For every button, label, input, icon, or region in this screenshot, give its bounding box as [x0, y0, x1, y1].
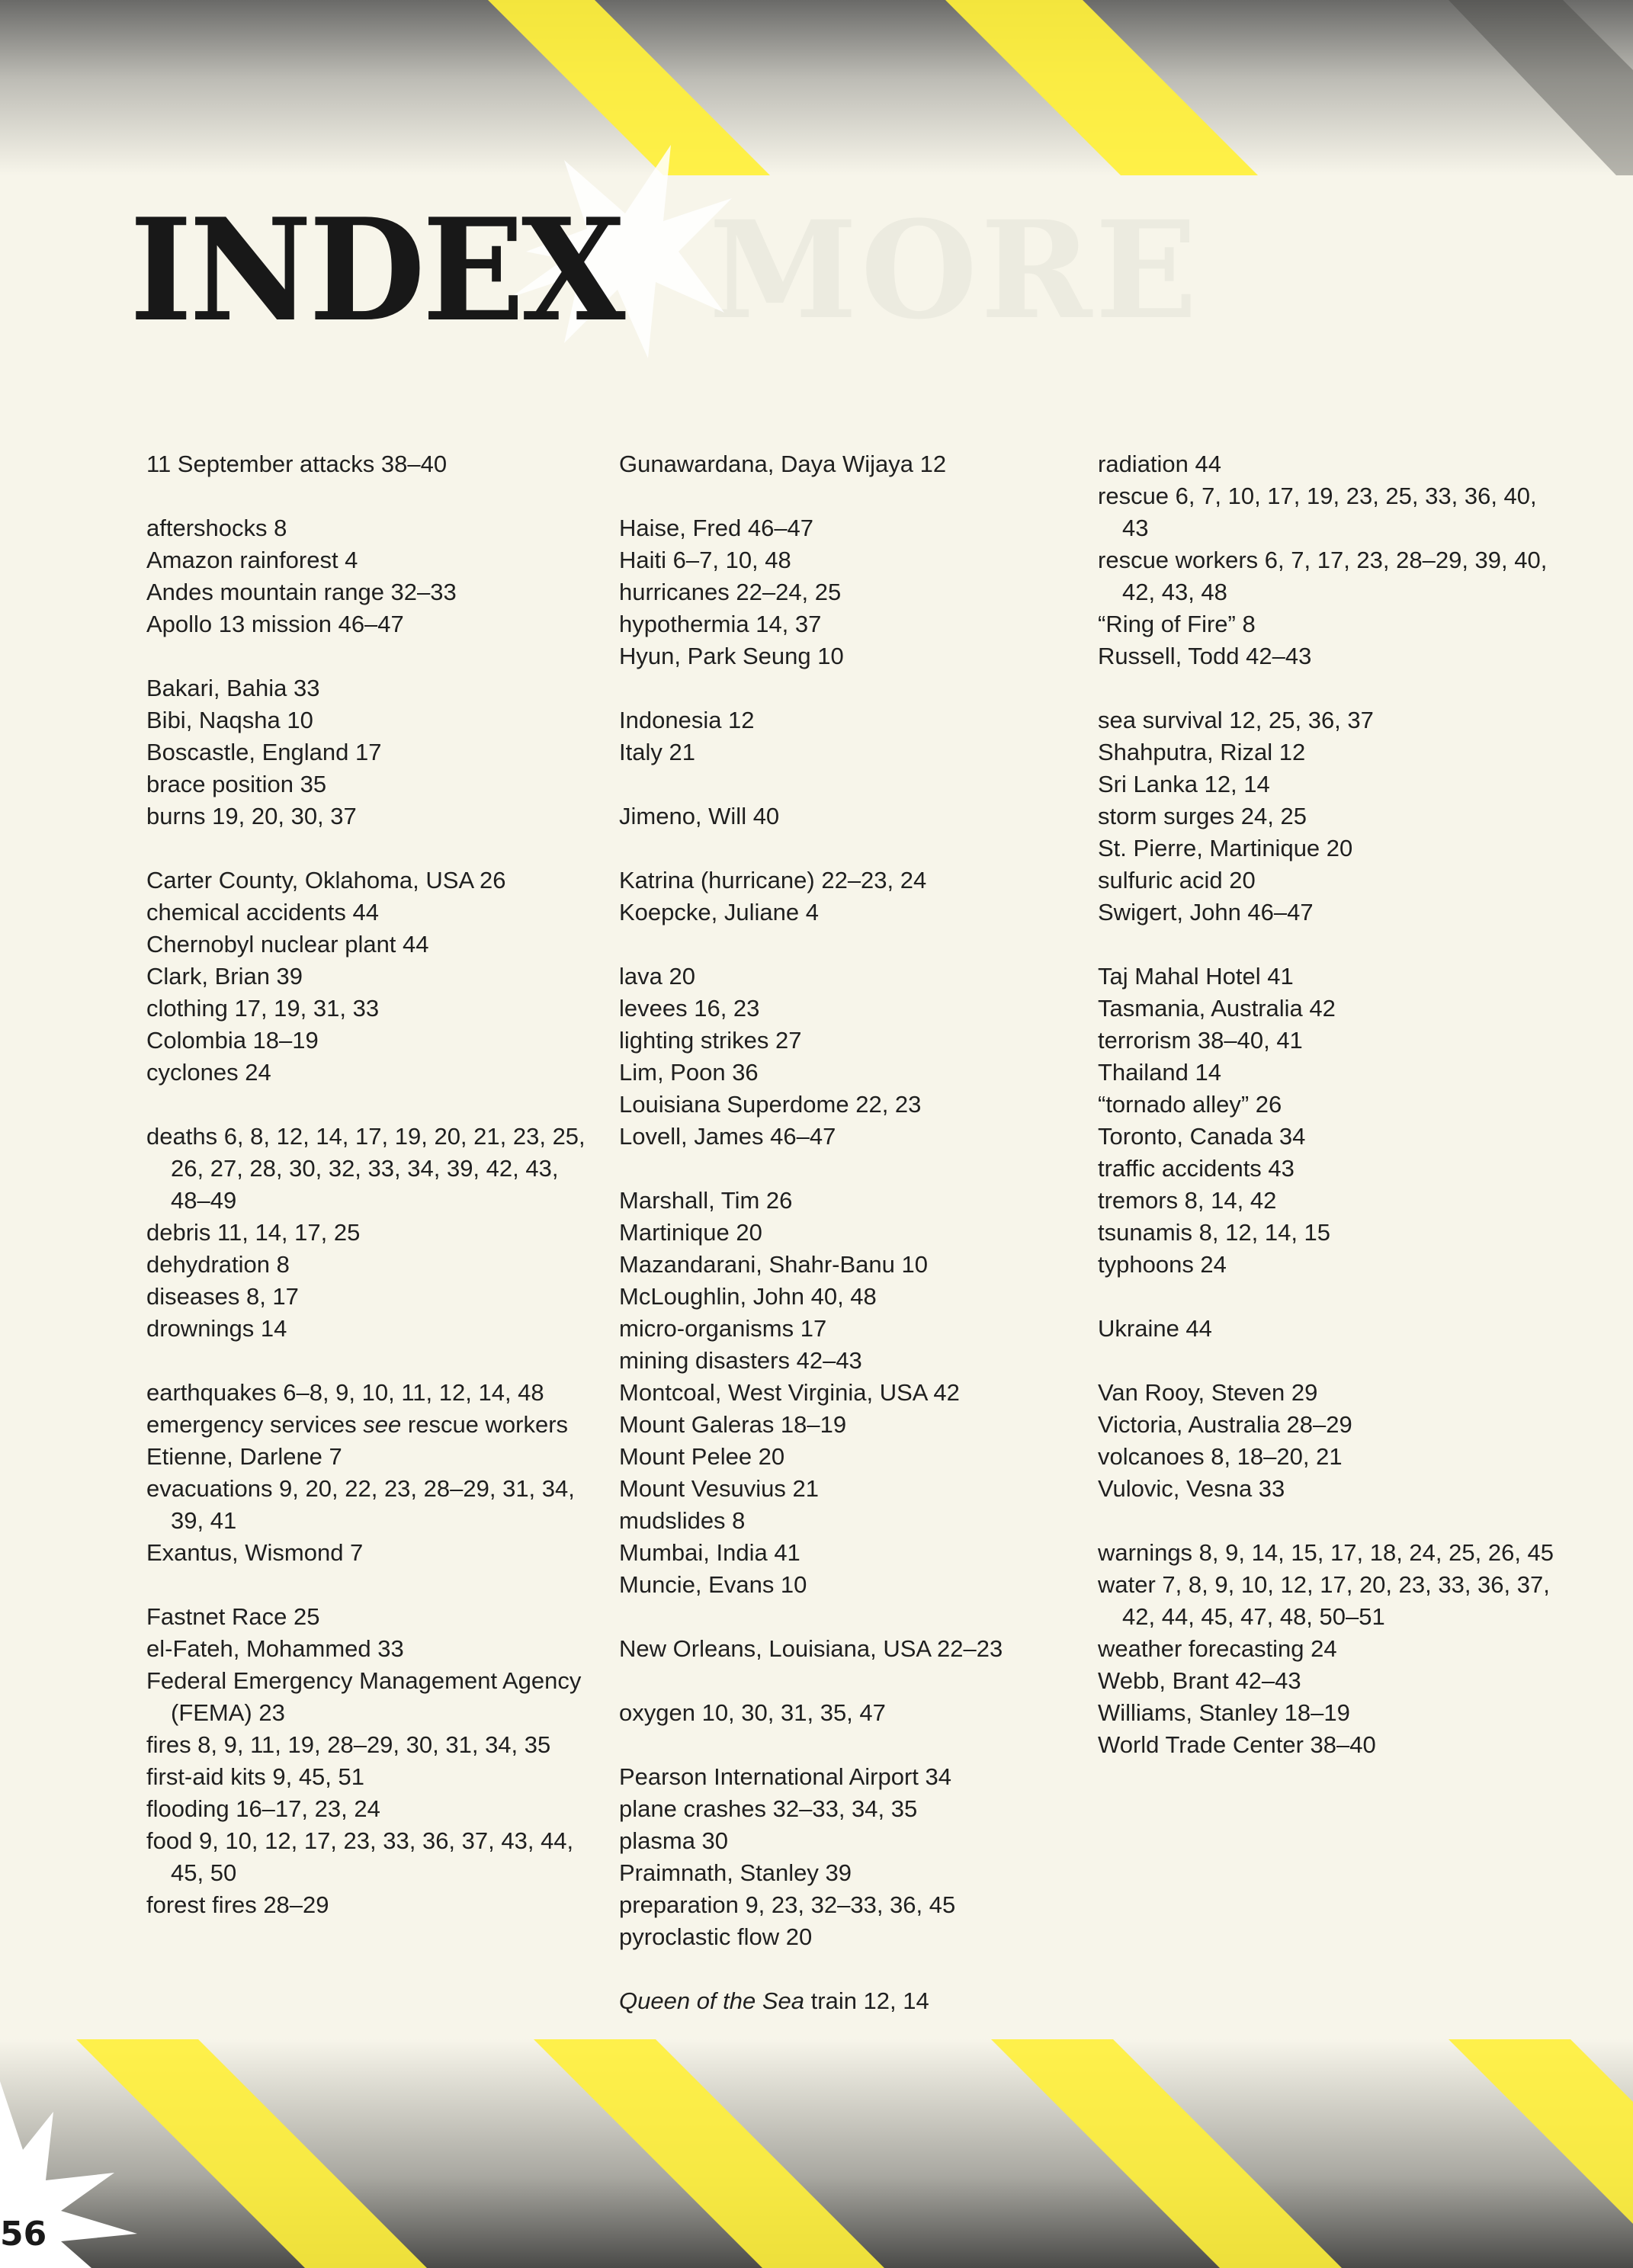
- index-entry: rescue 6, 7, 10, 17, 19, 23, 25, 33, 36, 40, 43: [1098, 483, 1537, 541]
- index-entry: World Trade Center 38–40: [1098, 1731, 1376, 1758]
- index-entry: earthquakes 6–8, 9, 10, 11, 12, 14, 48: [146, 1379, 544, 1406]
- index-letter-group: [146, 1377, 604, 1569]
- index-entry: Mumbai, India 41: [619, 1539, 800, 1566]
- index-entry: McLoughlin, John 40, 48: [619, 1283, 877, 1310]
- index-entry: oxygen 10, 30, 31, 35, 47: [619, 1699, 886, 1726]
- page-number: 56: [0, 2215, 47, 2254]
- index-entry: Chernobyl nuclear plant 44: [146, 931, 429, 958]
- index-entry: Praimnath, Stanley 39: [619, 1859, 852, 1886]
- index-entry: deaths 6, 8, 12, 14, 17, 19, 20, 21, 23, 25, 26, 27, 28, 30, 32, 33, 34, 39, 42, 43, 48–49: [146, 1123, 586, 1214]
- index-entry: Jimeno, Will 40: [619, 803, 780, 829]
- index-entry: chemical accidents 44: [146, 899, 379, 925]
- index-entry: Tasmania, Australia 42: [1098, 995, 1336, 1022]
- index-entry: Toronto, Canada 34: [1098, 1123, 1306, 1150]
- index-entry: Haise, Fred 46–47: [619, 515, 814, 541]
- index-entry: St. Pierre, Martinique 20: [1098, 835, 1353, 861]
- index-entry: warnings 8, 9, 14, 15, 17, 18, 24, 25, 26, 45: [1098, 1539, 1554, 1566]
- index-letter-group: [1098, 1537, 1555, 1761]
- index-entry: drownings 14: [146, 1315, 287, 1342]
- top-hazard-band: [0, 0, 1633, 175]
- index-entry: flooding 16–17, 23, 24: [146, 1795, 380, 1822]
- index-entry: Federal Emergency Management Agency (FEMA) 23: [146, 1667, 582, 1726]
- index-entry: Etienne, Darlene 7: [146, 1443, 342, 1470]
- index-letter-group: [146, 448, 604, 480]
- index-entry: emergency services see rescue workers: [146, 1411, 569, 1438]
- hazard-stripes-bottom: [0, 2039, 1633, 2268]
- index-entry: cyclones 24: [146, 1059, 271, 1086]
- index-entry: Swigert, John 46–47: [1098, 899, 1314, 925]
- index-entry: food 9, 10, 12, 17, 23, 33, 36, 37, 43, 44, 45, 50: [146, 1827, 574, 1886]
- index-entry: New Orleans, Louisiana, USA 22–23: [619, 1635, 1003, 1662]
- index-letter-group: [619, 1761, 1076, 1953]
- index-column-2: [619, 448, 1076, 2049]
- index-letter-group: [1098, 1377, 1555, 1505]
- index-letter-group: [619, 1633, 1076, 1665]
- index-letter-group: [146, 672, 604, 832]
- index-letter-group: [146, 1121, 604, 1345]
- index-letter-group: [146, 1601, 604, 1921]
- index-entry: storm surges 24, 25: [1098, 803, 1307, 829]
- index-entry: Vulovic, Vesna 33: [1098, 1475, 1285, 1502]
- index-letter-group: [619, 512, 1076, 672]
- index-letter-group: [1098, 1313, 1555, 1345]
- index-entry: Indonesia 12: [619, 707, 755, 733]
- index-entry: Queen of the Sea train 12, 14: [619, 1987, 929, 2014]
- index-entry: rescue workers 6, 7, 17, 23, 28–29, 39, 40, 42, 43, 48: [1098, 547, 1548, 605]
- index-entry: Bakari, Bahia 33: [146, 675, 320, 701]
- index-entry: tsunamis 8, 12, 14, 15: [1098, 1219, 1331, 1246]
- index-entry: el-Fateh, Mohammed 33: [146, 1635, 404, 1662]
- index-entry: micro-organisms 17: [619, 1315, 827, 1342]
- index-entry: typhoons 24: [1098, 1251, 1227, 1278]
- index-entry: Pearson International Airport 34: [619, 1763, 951, 1790]
- index-entry: sulfuric acid 20: [1098, 867, 1256, 893]
- page-title: INDEX: [130, 187, 623, 354]
- index-entry: 11 September attacks 38–40: [146, 451, 448, 477]
- index-entry: debris 11, 14, 17, 25: [146, 1219, 361, 1246]
- index-entry: Martinique 20: [619, 1219, 762, 1246]
- index-entry: burns 19, 20, 30, 37: [146, 803, 357, 829]
- index-entry: Hyun, Park Seung 10: [619, 643, 844, 669]
- index-letter-group: [619, 865, 1076, 929]
- index-entry: levees 16, 23: [619, 995, 760, 1022]
- index-entry: aftershocks 8: [146, 515, 287, 541]
- index-entry: clothing 17, 19, 31, 33: [146, 995, 380, 1022]
- index-entry: plasma 30: [619, 1827, 729, 1854]
- index-entry: Muncie, Evans 10: [619, 1571, 807, 1598]
- index-entry: Mount Pelee 20: [619, 1443, 785, 1470]
- index-column-3: [1098, 448, 1555, 1793]
- index-entry: volcanoes 8, 18–20, 21: [1098, 1443, 1343, 1470]
- index-letter-group: [619, 704, 1076, 768]
- index-entry: Clark, Brian 39: [146, 963, 303, 990]
- index-entry: terrorism 38–40, 41: [1098, 1027, 1303, 1054]
- index-entry: brace position 35: [146, 771, 327, 797]
- index-entry: water 7, 8, 9, 10, 12, 17, 20, 23, 33, 36, 37, 42, 44, 45, 47, 48, 50–51: [1098, 1571, 1550, 1630]
- index-entry: evacuations 9, 20, 22, 23, 28–29, 31, 34, 39, 41: [146, 1475, 575, 1534]
- index-entry: Thailand 14: [1098, 1059, 1222, 1086]
- index-letter-group: [619, 1185, 1076, 1601]
- index-entry: Boscastle, England 17: [146, 739, 382, 765]
- index-entry: dehydration 8: [146, 1251, 290, 1278]
- index-letter-group: [619, 800, 1076, 832]
- index-entry: Mount Vesuvius 21: [619, 1475, 819, 1502]
- index-entry: mudslides 8: [619, 1507, 746, 1534]
- index-entry: Victoria, Australia 28–29: [1098, 1411, 1352, 1438]
- index-entry: tremors 8, 14, 42: [1098, 1187, 1277, 1214]
- index-letter-group: [146, 512, 604, 640]
- index-entry: Montcoal, West Virginia, USA 42: [619, 1379, 960, 1406]
- index-entry: hypothermia 14, 37: [619, 611, 822, 637]
- index-entry: radiation 44: [1098, 451, 1222, 477]
- index-entry: Apollo 13 mission 46–47: [146, 611, 404, 637]
- index-entry: hurricanes 22–24, 25: [619, 579, 842, 605]
- index-entry: Mount Galeras 18–19: [619, 1411, 847, 1438]
- index-entry: Lim, Poon 36: [619, 1059, 759, 1086]
- index-letter-group: [619, 448, 1076, 480]
- index-entry: lighting strikes 27: [619, 1027, 802, 1054]
- index-letter-group: [619, 1697, 1076, 1729]
- index-letter-group: [1098, 704, 1555, 929]
- bottom-hazard-band: [0, 2039, 1633, 2268]
- index-entry: first-aid kits 9, 45, 51: [146, 1763, 365, 1790]
- index-entry: Taj Mahal Hotel 41: [1098, 963, 1294, 990]
- index-entry: Katrina (hurricane) 22–23, 24: [619, 867, 927, 893]
- index-entry: fires 8, 9, 11, 19, 28–29, 30, 31, 34, 35: [146, 1731, 551, 1758]
- index-entry: Williams, Stanley 18–19: [1098, 1699, 1350, 1726]
- index-entry: mining disasters 42–43: [619, 1347, 862, 1374]
- index-letter-group: [1098, 961, 1555, 1281]
- index-entry: lava 20: [619, 963, 695, 990]
- index-entry: Webb, Brant 42–43: [1098, 1667, 1301, 1694]
- index-entry: Haiti 6–7, 10, 48: [619, 547, 791, 573]
- index-letter-group: [1098, 448, 1555, 672]
- index-entry: Marshall, Tim 26: [619, 1187, 793, 1214]
- index-entry: Fastnet Race 25: [146, 1603, 320, 1630]
- index-entry: Carter County, Oklahoma, USA 26: [146, 867, 506, 893]
- index-entry: weather forecasting 24: [1098, 1635, 1337, 1662]
- index-entry: Ukraine 44: [1098, 1315, 1212, 1342]
- index-entry: Louisiana Superdome 22, 23: [619, 1091, 922, 1118]
- index-entry: Shahputra, Rizal 12: [1098, 739, 1306, 765]
- index-entry: plane crashes 32–33, 34, 35: [619, 1795, 918, 1822]
- index-entry: traffic accidents 43: [1098, 1155, 1295, 1182]
- index-entry: Lovell, James 46–47: [619, 1123, 836, 1150]
- index-entry: sea survival 12, 25, 36, 37: [1098, 707, 1374, 733]
- index-entry: Andes mountain range 32–33: [146, 579, 457, 605]
- index-entry: Italy 21: [619, 739, 695, 765]
- index-entry: pyroclastic flow 20: [619, 1923, 813, 1950]
- index-entry: Sri Lanka 12, 14: [1098, 771, 1270, 797]
- hazard-stripes-top: [0, 0, 1633, 175]
- index-entry: Koepcke, Juliane 4: [619, 899, 819, 925]
- index-entry: Colombia 18–19: [146, 1027, 319, 1054]
- index-letter-group: [146, 865, 604, 1089]
- index-entry: Russell, Todd 42–43: [1098, 643, 1312, 669]
- index-entry: Bibi, Naqsha 10: [146, 707, 313, 733]
- background-title: MORE: [709, 191, 1201, 349]
- index-entry: “tornado alley” 26: [1098, 1091, 1282, 1118]
- index-entry: forest fires 28–29: [146, 1891, 329, 1918]
- index-entry: Mazandarani, Shahr-Banu 10: [619, 1251, 928, 1278]
- index-entry: diseases 8, 17: [146, 1283, 299, 1310]
- index-column-1: [146, 448, 604, 1953]
- index-letter-group: [619, 961, 1076, 1153]
- index-letter-group: [619, 1985, 1076, 2017]
- index-entry: “Ring of Fire” 8: [1098, 611, 1256, 637]
- index-entry: Van Rooy, Steven 29: [1098, 1379, 1318, 1406]
- index-entry: Gunawardana, Daya Wijaya 12: [619, 451, 947, 477]
- index-entry: Amazon rainforest 4: [146, 547, 358, 573]
- index-entry: Exantus, Wismond 7: [146, 1539, 364, 1566]
- index-entry: preparation 9, 23, 32–33, 36, 45: [619, 1891, 956, 1918]
